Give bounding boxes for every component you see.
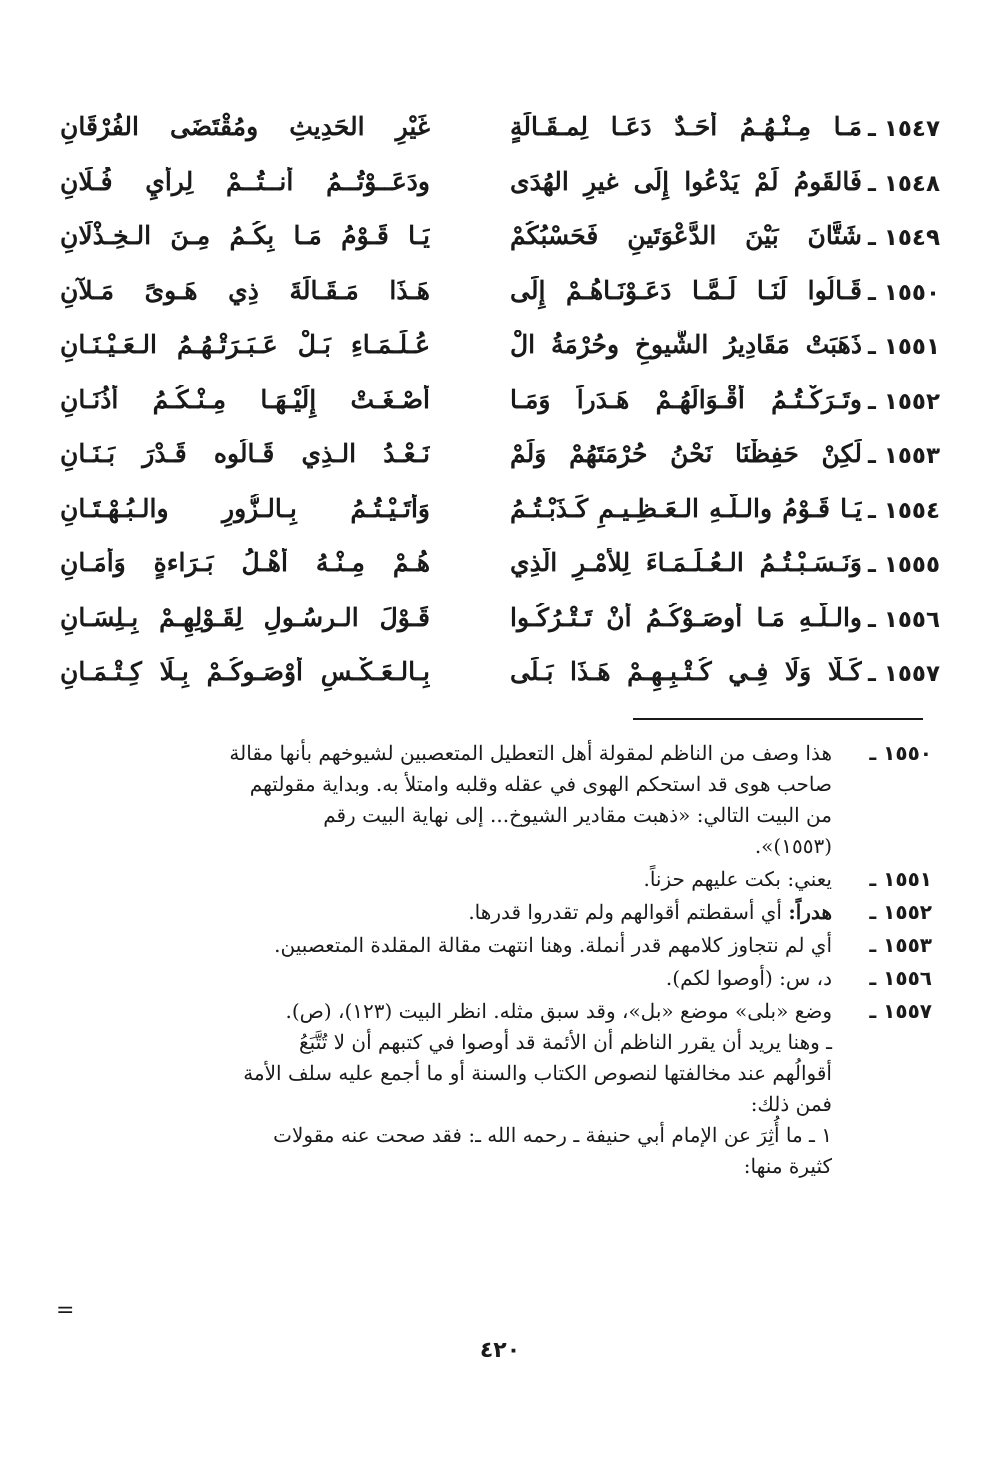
verse — [60, 653, 940, 708]
verse — [60, 272, 940, 327]
verse — [60, 163, 940, 218]
poem-verses — [60, 108, 940, 708]
footnote-number: ١٥٥٧ ـ — [869, 999, 932, 1023]
verse-first-hemistich: ذَهَبَتْ مَقَادِيرُ الشُّيوخِ وحُرْمَةُ الْ — [510, 330, 862, 359]
footnote — [60, 738, 932, 862]
footnote-line — [60, 930, 832, 961]
footnote-text: هذا وصف من الناظم لمقولة أهل التعطيل المتعصبين لشيوخهم بأنها مقالة — [229, 741, 832, 765]
verse-first-hemistich: مَـا مِـنْـهُـمُ أَحَـدٌ دَعَـا لِمـقَـالَةٍ — [510, 112, 862, 141]
verse-number: ١٥٥٢ ـ — [867, 388, 940, 415]
footnote-number: ١٥٥٢ ـ — [869, 900, 932, 924]
footnote-line — [60, 996, 832, 1027]
verse-second-hemistich: عُـلَـمَـاءِ بَـلْ عَـبَـرَتْـهُـمُ الـعَـيْـنَـانِ — [60, 330, 430, 359]
footnote — [60, 864, 932, 895]
footnote-divider — [633, 718, 923, 720]
footnote-subparagraph — [60, 1120, 832, 1182]
verse-second-hemistich: قَـوْلَ الـرسُـولِ لِقَـوْلِهِـمْ بِـلِسَـانِ — [60, 602, 430, 632]
footnote-number: ١٥٥١ ـ — [869, 867, 932, 891]
footnote-text: صاحب هوى قد استحكم الهوى في عقله وقلبه وامتلأ به. وبداية مقولتهم — [249, 772, 832, 796]
verse-number: ١٥٥١ ـ — [867, 334, 940, 360]
verse — [60, 217, 940, 272]
verse-first-hemistich: لَكِنْ حَفِظْنَا نَحْنُ حُرْمَتَهُمْ وَلَمْ — [510, 439, 862, 468]
verse-second-hemistich: هَـذَا مَـقَـالَةَ ذِي هَـوىً مَـلآنِ — [60, 275, 430, 305]
verse-number: ١٥٥٥ ـ — [867, 552, 940, 578]
footnote-subparagraph — [60, 1027, 832, 1120]
verse-number: ١٥٥٤ ـ — [867, 497, 940, 524]
footnote — [60, 963, 932, 994]
footnote-number: ١٥٥٠ ـ — [869, 741, 932, 765]
verse-number: ١٥٥٦ ـ — [867, 606, 940, 633]
footnote-line — [60, 738, 832, 769]
verse-second-hemistich: ودَعَــوْتُــمُ أنــتُــمْ لِرأيِ فُـلَانِ — [60, 166, 430, 196]
verse — [60, 108, 940, 163]
footnotes — [60, 738, 932, 1184]
footnote-text: وضع «بلى» موضع «بل»، وقد سبق مثله. انظر البيت (١٢٣)، (ص). — [285, 999, 832, 1023]
verse-number: ١٥٤٩ ـ — [867, 225, 940, 251]
footnote-text: أي لم نتجاوز كلامهم قدر أنملة. وهنا انتهت مقالة المقلدة المتعصبين. — [274, 933, 832, 957]
footnote-line — [60, 769, 832, 800]
footnote-text: (١٥٥٣)». — [754, 834, 832, 858]
footnote-text: من البيت التالي: «ذهبت مقادير الشيوخ... إلى نهاية البيت رقم — [323, 803, 832, 827]
footnote-number: ١٥٥٣ ـ — [869, 933, 932, 957]
footnote-text: يعني: بكت عليهم حزناً. — [643, 867, 832, 891]
verse — [60, 599, 940, 654]
verse-number: ١٥٥٧ ـ — [867, 661, 940, 687]
verse-first-hemistich: قَـالُوا لَنَـا لَـمَّـا دَعَـوْنَـاهُـمْ إِلَى — [510, 275, 862, 305]
footnote-line: ـ وهنا يريد أن يقرر الناظم أن الأئمة قد أوصوا في كتبهم أن لا تُتَّبَعُ — [299, 1030, 832, 1054]
verse-first-hemistich: والـلَّـهِ مَـا أوصَـوْكُـمُ أنْ تَـتْـرُكُـوا — [510, 602, 862, 632]
footnote — [60, 930, 932, 961]
footnote-line: ١ ـ ما أُثِرَ عن الإمام أبي حنيفة ـ رحمه الله ـ: فقد صحت عنه مقولات — [273, 1123, 832, 1147]
verse-number: ١٥٥٣ ـ — [867, 443, 940, 469]
footnote-line — [60, 963, 832, 994]
footnote-line: كثيرة منها: — [743, 1154, 832, 1178]
verse — [60, 326, 940, 381]
verse-first-hemistich: وتَـرَكْـتُـمُ أقْـوَالَهُـمْ هَـدَراً وَمَـا — [510, 384, 862, 414]
verse-first-hemistich: وَنَـسَـبْـتُـمُ الـعُـلَـمَـاءَ لِلأَمْـرِ الَّذِي — [510, 548, 862, 577]
footnote — [60, 996, 932, 1182]
footnote-line — [60, 800, 832, 831]
page-number: ٤٢٠ — [479, 1338, 521, 1363]
verse-second-hemistich: هُـمْ مِـنْـهُ أَهْـلُ بَـرَاءةٍ وَأَمَـانِ — [60, 548, 430, 577]
verse — [60, 381, 940, 436]
footnote-keyword: هدراً: — [788, 900, 832, 924]
verse-second-hemistich: نَـعْـدُ الـذِي قَـالُوه قَـدْرَ بَـنَـانِ — [60, 439, 430, 468]
footnote-line — [60, 864, 832, 895]
verse-second-hemistich: أَصْـغَـتْ إِلَيْـهَـا مِـنْـكُـمُ أذُنَـانِ — [60, 384, 430, 414]
verse-second-hemistich: غَيْرِ الحَدِيثِ ومُقْتَضَى الفُرْقَانِ — [60, 112, 430, 141]
footnote-text: أي أسقطتم أقوالهم ولم تقدروا قدرها. — [468, 900, 782, 924]
verse-first-hemistich: فَالقَومُ لَمْ يَدْعُوا إِلَى غيرِ الهُدَى — [510, 166, 862, 196]
footnote-number: ١٥٥٦ ـ — [869, 966, 932, 990]
footnote-line: أقوالُهم عند مخالفتها لنصوص الكتاب والسنة أو ما أجمع عليه سلف الأمة — [243, 1061, 832, 1085]
footnote-line — [60, 831, 832, 862]
verse — [60, 435, 940, 490]
verse-number: ١٥٤٧ ـ — [867, 116, 940, 142]
verse-number: ١٥٥٠ ـ — [867, 279, 940, 306]
continuation-mark: = — [56, 1298, 75, 1323]
verse-first-hemistich: شَتَّانَ بَيْنَ الدَّعْوَتَينِ فَحَسْبُكُمْ — [510, 221, 862, 250]
verse — [60, 490, 940, 545]
verse-number: ١٥٤٨ ـ — [867, 170, 940, 197]
verse — [60, 544, 940, 599]
verse-first-hemistich: كَـلَّا وَلَا فِـي كُـتْـبِـهِـمْ هَـذَا بَـلَى — [510, 657, 862, 686]
verse-first-hemistich: يَـا قَـوْمُ والـلَّـهِ الـعَـظِـيـمِ كَـذَبْـتُـمُ — [510, 493, 862, 523]
verse-second-hemistich: يَـا قَـوْمُ مَـا بِكُـمُ مِـنَ الـخِـذْلَانِ — [60, 221, 430, 250]
footnote-text: د، س: (أوصوا لكم). — [665, 966, 832, 990]
footnote-line — [60, 897, 832, 928]
verse-second-hemistich: بِـالـعَـكْـسِ أوْصَـوكُـمْ بِـلَا كِـتْـمَـانِ — [60, 657, 430, 686]
footnote-line: فمن ذلك: — [750, 1092, 832, 1116]
verse-second-hemistich: وَأَتَـيْـتُـمُ بِـالـزُّورِ والـبُـهْـتَـانِ — [60, 493, 430, 523]
footnote — [60, 897, 932, 928]
